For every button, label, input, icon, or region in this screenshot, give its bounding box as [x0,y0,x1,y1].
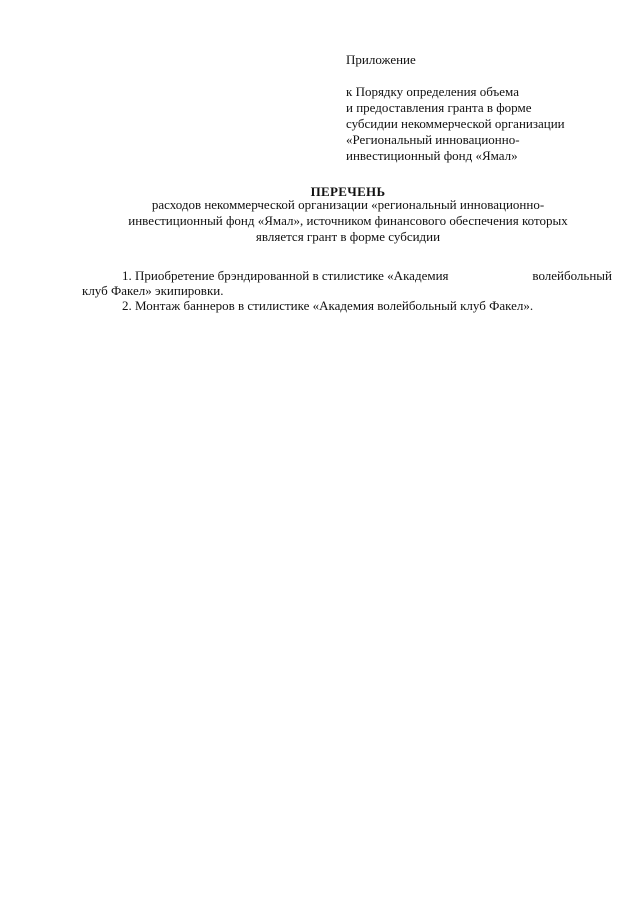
list-item: 2. Монтаж баннеров в стилистике «Академия волейбольный клуб Факел». [122,298,534,313]
list-item-text: 1. Приобретение брэндированной в стилистике «Академия [122,268,449,283]
appendix-line: и предоставления гранта в форме [346,100,532,115]
subtitle-line: расходов некоммерческой организации «региональный инновационно- [151,197,545,212]
appendix-line: к Порядку определения объема [346,84,519,99]
appendix-line: субсидии некоммерческой организации [346,116,565,131]
list-item [82,268,612,298]
list-item-text: волейбольный [532,268,612,283]
list-item-first-line [82,268,612,283]
subtitle-line: является грант в форме субсидии [255,229,441,244]
appendix-line: «Региональный инновационно- [346,132,520,147]
appendix-title: Приложение [346,52,416,67]
list-item-continuation: клуб Факел» экипировки. [82,283,224,298]
appendix-line: инвестиционный фонд «Ямал» [346,148,518,163]
appendix-block [346,52,616,164]
subtitle-line: инвестиционный фонд «Ямал», источником финансового обеспечения которых [128,213,568,228]
expense-list [82,268,612,313]
document-heading: ПЕРЕЧЕНЬ [310,184,386,199]
document-subtitle [80,197,616,245]
